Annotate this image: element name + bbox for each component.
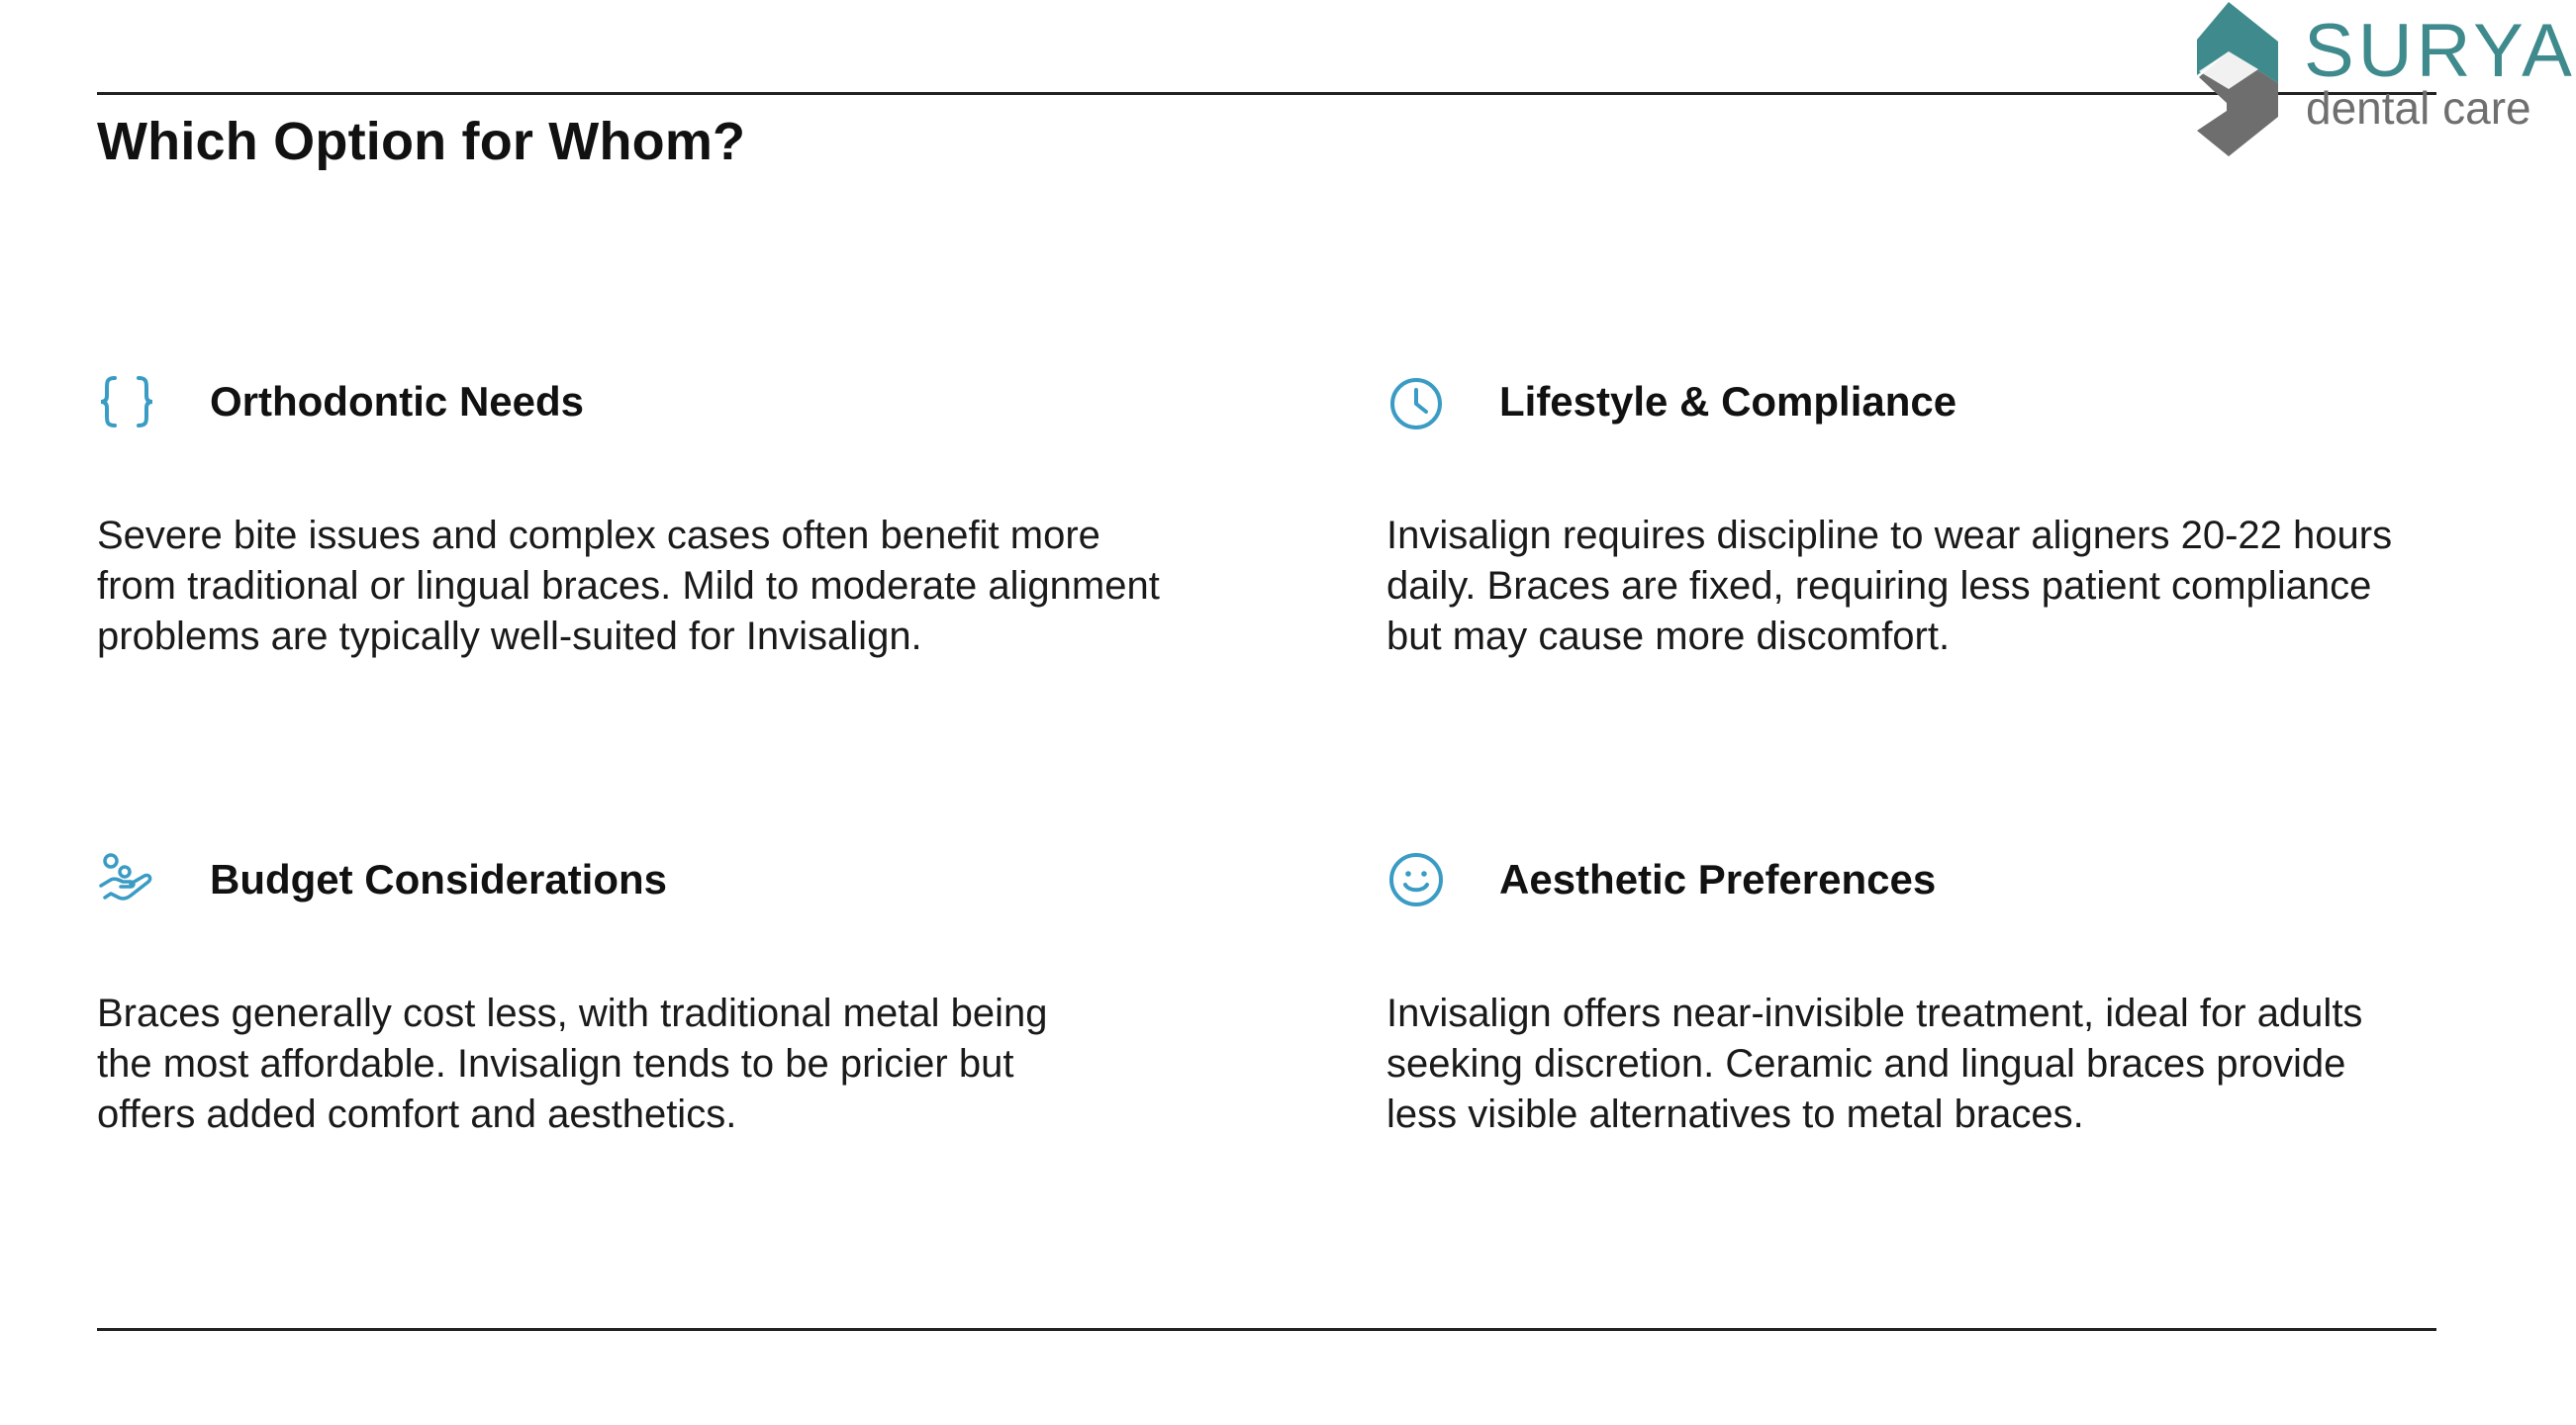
page-title: Which Option for Whom?: [97, 112, 746, 171]
card-body: Invisalign requires discipline to wear aligners 20-22 hours daily. Braces are fixed, requiring less patient compliance but may cause more discomfort.: [1386, 514, 2393, 658]
hand-coins-icon: [97, 850, 156, 909]
card-lifestyle-compliance: [1386, 372, 2475, 658]
logo-name: SURYA: [2304, 9, 2576, 93]
logo-tagline: dental care: [2306, 82, 2531, 134]
card-header: [97, 372, 1186, 441]
card-body: Braces generally cost less, with traditional metal being the most affordable. Invisalign tends to be pricier but offers added comfort and aesthetics.: [97, 992, 1048, 1136]
card-orthodontic-needs: [97, 372, 1186, 658]
card-title: Aesthetic Preferences: [1499, 856, 1937, 902]
top-divider: [97, 92, 2436, 95]
card-body: Invisalign offers near-invisible treatment, ideal for adults seeking discretion. Ceramic and lingual braces provide less visible alternatives to metal braces.: [1386, 992, 2363, 1136]
card-title: Orthodontic Needs: [210, 378, 585, 425]
braces-icon: [97, 372, 156, 431]
surya-dental-logo: [2163, 0, 2576, 160]
clock-icon: [1386, 372, 1446, 431]
card-title: Lifestyle & Compliance: [1499, 378, 1957, 425]
card-aesthetic-preferences: [1386, 850, 2475, 1136]
card-title: Budget Considerations: [210, 856, 668, 902]
card-budget-considerations: [97, 850, 1186, 1136]
card-body: Severe bite issues and complex cases often benefit more from traditional or lingual braces. Mild to moderate alignment problems are typically well-suited for Invisalign.: [97, 514, 1160, 658]
card-header: [1386, 850, 2475, 919]
card-header: [97, 850, 1186, 919]
smiley-face-icon: [1386, 850, 1446, 909]
bottom-divider: [97, 1328, 2436, 1331]
card-header: [1386, 372, 2475, 441]
